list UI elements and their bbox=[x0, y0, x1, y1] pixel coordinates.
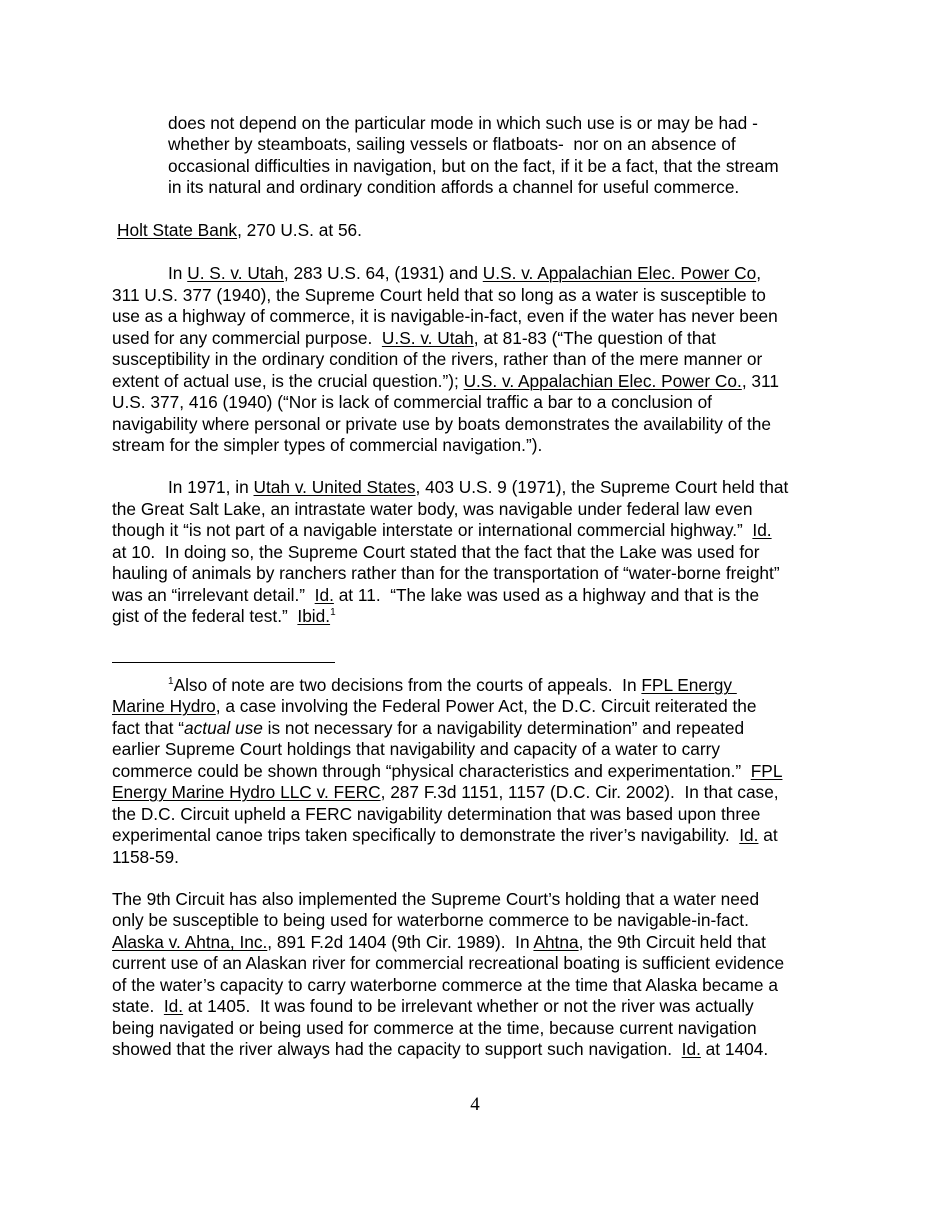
quote-line: does not depend on the particular mode in which such use is or may be had - bbox=[168, 113, 758, 133]
case-name: Ahtna bbox=[533, 932, 579, 952]
citation-id: Id. bbox=[739, 825, 759, 845]
case-name: U.S. v. Appalachian Elec. Power Co. bbox=[463, 371, 742, 391]
footnote-line: experimental canoe trips taken specifically to demonstrate the river’s navigability. Id. at bbox=[112, 825, 778, 845]
footnote-line: earlier Supreme Court holdings that navigability and capacity of a water to carry bbox=[112, 739, 721, 759]
footnote-line: Marine Hydro, a case involving the Federal Power Act, the D.C. Circuit reiterated the bbox=[112, 696, 757, 716]
case-name: Utah v. United States bbox=[253, 477, 416, 497]
footnote-separator bbox=[112, 662, 335, 663]
paragraph-line: use as a highway of commerce, it is navigable-in-fact, even if the water has never been bbox=[112, 306, 778, 326]
paragraph-line: navigability where personal or private use by boats demonstrates the availability of the bbox=[112, 414, 771, 434]
citation-id: Id. bbox=[752, 520, 772, 540]
quote-line: occasional difficulties in navigation, but on the fact, if it be a fact, that the stream bbox=[168, 156, 779, 176]
paragraph-line: 311 U.S. 377 (1940), the Supreme Court held that so long as a water is susceptible to bbox=[112, 285, 766, 305]
footnote-line: $^1$Also of note are two decisions from the courts of appeals. In FPL Energy bbox=[168, 675, 737, 695]
paragraph-line: In U. S. v. Utah, 283 U.S. 64, (1931) and U.S. v. Appalachian Elec. Power Co, bbox=[168, 263, 762, 283]
paragraph-line: at 10. In doing so, the Supreme Court stated that the fact that the Lake was used for bbox=[112, 542, 760, 562]
paragraph-line: In 1971, in Utah v. United States, 403 U.S. 9 (1971), the Supreme Court held that bbox=[168, 477, 789, 497]
case-name: Holt State Bank bbox=[117, 220, 238, 240]
paragraph-line: stream for the simpler types of commercial navigation.”). bbox=[112, 435, 543, 455]
citation-id: Id. bbox=[163, 996, 184, 1016]
case-name: U. S. v. Utah bbox=[187, 263, 284, 283]
footnote-line: only be susceptible to being used for waterborne commerce to be navigable-in-fact. bbox=[112, 910, 749, 930]
case-name: Marine Hydro bbox=[112, 696, 216, 716]
paragraph-line: was an “irrelevant detail.” Id. at 11. “The lake was used as a highway and that is the bbox=[112, 585, 760, 605]
citation-id: Id. bbox=[681, 1039, 701, 1059]
quote-line: in its natural and ordinary condition affords a channel for useful commerce. bbox=[168, 177, 740, 197]
page-number: 4 bbox=[470, 1094, 480, 1115]
footnote-line: current use of an Alaskan river for commercial recreational boating is sufficient evidence bbox=[112, 953, 785, 973]
paragraph-line: U.S. 377, 416 (1940) (“Nor is lack of commercial traffic a bar to a conclusion of bbox=[112, 392, 712, 412]
paragraph-line: gist of the federal test.” Ibid.$^1$ bbox=[112, 606, 336, 626]
footnote-line: showed that the river always had the capacity to support such navigation. Id. at 1404. bbox=[112, 1039, 769, 1059]
paragraph-line: extent of actual use, is the crucial question.”); U.S. v. Appalachian Elec. Power Co., 311 bbox=[112, 371, 779, 391]
footnote-line: the D.C. Circuit upheld a FERC navigability determination that was based upon three bbox=[112, 804, 761, 824]
paragraph-line: though it “is not part of a navigable interstate or international commercial highway.” Id. bbox=[112, 520, 772, 540]
footnote-line: of the water’s capacity to carry waterborne commerce at the time that Alaska became a bbox=[112, 975, 778, 995]
footnote-line: 1158-59. bbox=[112, 847, 179, 867]
citation: Holt State Bank, 270 U.S. at 56. bbox=[117, 220, 362, 240]
case-name: Energy Marine Hydro LLC v. FERC bbox=[112, 782, 381, 802]
case-name: U.S. v. Utah bbox=[381, 328, 474, 348]
case-name: FPL Energy bbox=[641, 675, 737, 695]
citation-ibid: Ibid. bbox=[297, 606, 331, 626]
paragraph-line: susceptibility in the ordinary condition of the rivers, rather than of the mere manner or bbox=[112, 349, 763, 369]
footnote-line: being navigated or being used for commerce at the time, because current navigation bbox=[112, 1018, 757, 1038]
emphasis: actual use bbox=[184, 718, 263, 738]
footnote-marker[interactable]: 1 bbox=[330, 607, 336, 619]
footnote-line: The 9th Circuit has also implemented the Supreme Court’s holding that a water need bbox=[112, 889, 760, 909]
footnote-line: state. Id. at 1405. It was found to be irrelevant whether or not the river was actually bbox=[112, 996, 754, 1016]
footnote-line: fact that “actual use is not necessary for a navigability determination” and repeated bbox=[112, 718, 745, 738]
paragraph-line: hauling of animals by ranchers rather than for the transportation of “water-borne freight” bbox=[112, 563, 780, 583]
case-name: U.S. v. Appalachian Elec. Power Co bbox=[482, 263, 757, 283]
case-name: Alaska v. Ahtna, Inc. bbox=[112, 932, 268, 952]
footnote-number: 1 bbox=[168, 676, 174, 688]
paragraph-line: the Great Salt Lake, an intrastate water body, was navigable under federal law even bbox=[112, 499, 753, 519]
footnote-line: Alaska v. Ahtna, Inc., 891 F.2d 1404 (9th Cir. 1989). In Ahtna, the 9th Circuit held that bbox=[112, 932, 766, 952]
footnote-line: commerce could be shown through “physical characteristics and experimentation.” FPL bbox=[112, 761, 783, 781]
paragraph-line: used for any commercial purpose. U.S. v. Utah, at 81-83 (“The question of that bbox=[112, 328, 716, 348]
footnote-line: Energy Marine Hydro LLC v. FERC, 287 F.3d 1151, 1157 (D.C. Cir. 2002). In that case, bbox=[112, 782, 779, 802]
citation-id: Id. bbox=[314, 585, 334, 605]
quote-line: whether by steamboats, sailing vessels or flatboats- nor on an absence of bbox=[168, 134, 736, 154]
case-name: FPL bbox=[750, 761, 783, 781]
